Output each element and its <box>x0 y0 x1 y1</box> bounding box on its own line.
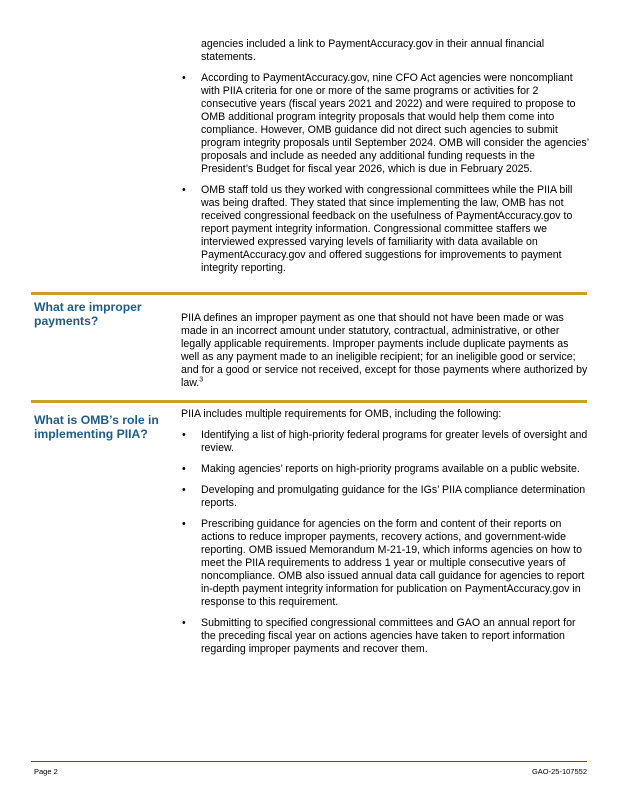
bullet-icon: • <box>182 518 186 530</box>
bullet-text: According to PaymentAccuracy.gov, nine CFO Act agencies were noncompliant with PIIA criteria for one or more of the same programs or activities for 2 consecutive years (fiscal years 2021 and 2022) and were required to propose to OMB additional program integrity proposals that would help them come into compliance. However, OMB guidance did not direct such agencies to submit program integrity proposals until September 2024. OMB will consider the agencies’ proposals and include as needed any additional funding requests in the President’s Budget for fiscal year 2026, which is due in February 2025. <box>201 72 589 175</box>
footnote-ref: 3 <box>199 376 204 384</box>
improper-payments-text: PIIA defines an improper payment as one that should not have been made or was made in an incorrect amount under statutory, contractual, administrative, or other legally applicable requirements. Improper payments include duplicate payments as well as any payment made to an ineligible recipient; for an ineligible good or service; and for a good or service not received, except for those payments where authorized by law. <box>181 312 588 389</box>
list-item <box>181 617 589 656</box>
omb-role-bullet-list <box>181 429 589 656</box>
continued-bullet-list <box>181 72 589 275</box>
list-item <box>181 429 589 455</box>
list-item <box>181 518 589 609</box>
improper-payments-heading: What are improper payments? <box>34 300 142 328</box>
footer-divider <box>31 761 587 762</box>
list-item <box>181 484 589 510</box>
bullet-icon: • <box>182 484 186 496</box>
improper-payments-body <box>181 312 589 390</box>
bullet-text: Identifying a list of high-priority federal programs for greater levels of oversight and review. <box>201 429 588 454</box>
omb-role-intro: PIIA includes multiple requirements for OMB, including the following: <box>181 408 502 420</box>
bullet-icon: • <box>182 429 186 441</box>
bullet-icon: • <box>182 72 186 84</box>
bullet-icon: • <box>182 184 186 196</box>
report-id: GAO-25-107552 <box>531 767 587 776</box>
bullet-text: Developing and promulgating guidance for the IGs’ PIIA compliance determination reports. <box>201 484 586 509</box>
section-divider <box>31 292 587 295</box>
bullet-icon: • <box>182 617 186 629</box>
omb-role-heading: What is OMB’s role in implementing PIIA? <box>34 413 159 441</box>
continued-section <box>181 38 589 283</box>
list-item <box>181 72 589 176</box>
list-item <box>181 463 589 476</box>
bullet-text: Making agencies’ reports on high-priority programs available on a public website. <box>201 463 580 475</box>
continued-lead-text: agencies included a link to PaymentAccuracy.gov in their annual financial statements. <box>201 38 545 63</box>
bullet-text: Prescribing guidance for agencies on the form and content of their reports on actions to reduce improper payments, recovery actions, and government-wide reporting. OMB issued Memorandum M-21-19, which informs agencies on how to meet the PIIA requirements to address 1 year or multiple consecutive years of noncompliance. OMB also issued annual data call guidance for agencies to report in-depth payment integrity information for publication on PaymentAccuracy.gov in response to this requirement. <box>201 518 585 608</box>
omb-role-section <box>181 408 589 664</box>
page-number: Page 2 <box>34 767 58 776</box>
list-item <box>181 184 589 275</box>
section-divider <box>31 400 587 403</box>
bullet-text: OMB staff told us they worked with congressional committees while the PIIA bill was being drafted. They stated that since implementing the law, OMB has not received congressional feedback on the usefulness of PaymentAccuracy.gov to report payment integrity information. Congressional committee staffers we interviewed expressed varying levels of familiarity with data available on PaymentAccuracy.gov and offered suggestions for improvements to payment integrity reporting. <box>201 184 573 274</box>
bullet-icon: • <box>182 463 186 475</box>
improper-payments-section <box>181 312 589 390</box>
bullet-text: Submitting to specified congressional committees and GAO an annual report for the preceding fiscal year on actions agencies have taken to report information regarding improper payments and recover them. <box>201 617 576 655</box>
